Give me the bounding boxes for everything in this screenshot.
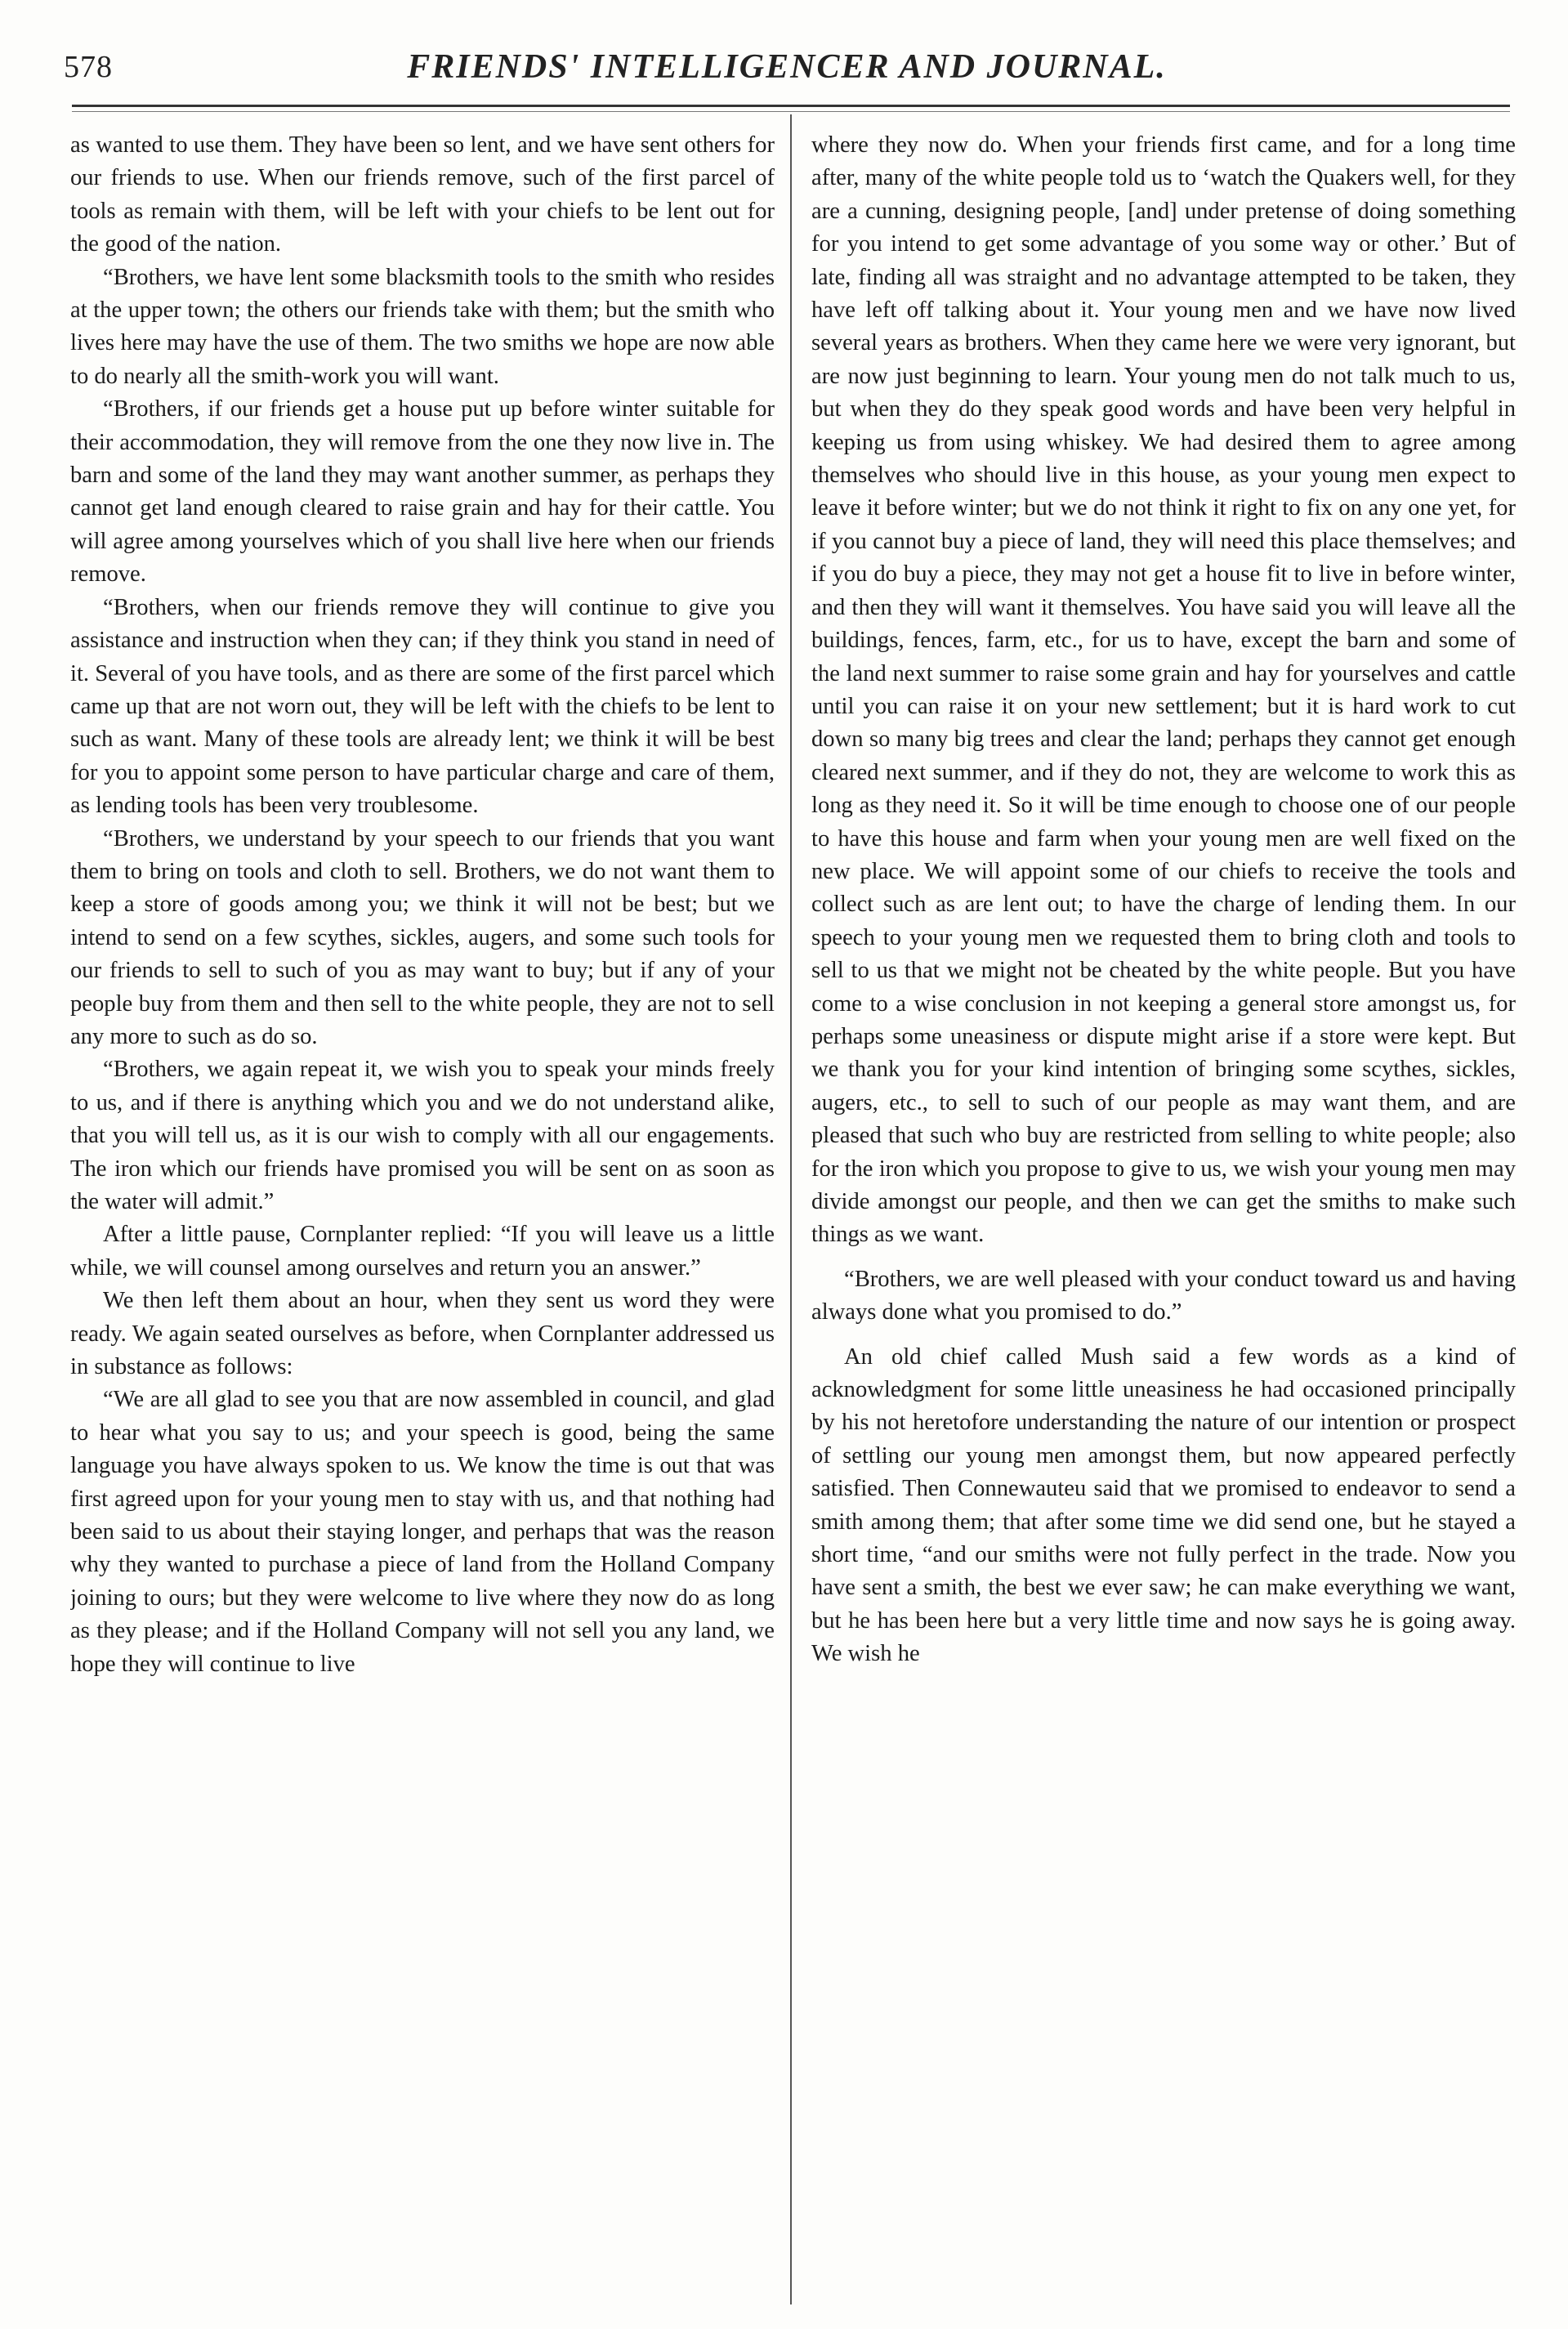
running-header xyxy=(64,42,1510,100)
column-divider xyxy=(790,114,792,2304)
paragraph: where they now do. When your friends first came, and for a long time after, many of the white people told us to ‘watch the Quakers well, for they are a cunning, designing people, [and] under pretense of doing something for you intend to get some advantage of you some way or other.’ But of late, finding all was straight and no advantage attempted to be taken, they have left off talking about it. Your young men and we have now lived several years as brothers. When they came here we were very ignorant, but are now just beginning to learn. Your young men do not talk much to us, but when they do they speak good words and have been very helpful in keeping us from using whiskey. We had desired them to agree among themselves who should live in this house, as your young men expect to leave it before winter; but we do not think it right to fix on any one yet, for if you cannot buy a piece of land, they will need this place themselves; and if you do buy a piece, they may not get a house fit to live in before winter, and then they will want it themselves. You have said you will leave all the buildings, fences, farm, etc., for us to have, except the barn and some of the land next summer to raise some grain and hay for yourselves and cattle until you can raise it on your new settlement; but it is hard work to cut down so many big trees and clear the land; perhaps they cannot get enough cleared next summer, and if they do not, they are welcome to work this as long as they need it. So it will be time enough to choose one of our people to have this house and farm when your young men are well fixed on the new place. We will appoint some of our chiefs to receive the tools and collect such as are lent out; to have the charge of lending them. In our speech to your young men we requested them to bring cloth and tools to sell to us that we might not be cheated by the white people. But you have come to a wise conclusion in not keeping a general store amongst us, for perhaps some uneasiness or dispute might arise if a store were kept. But we thank you for your kind intention of bringing some scythes, sickles, augers, etc., to sell to such of our people as may want them, and are pleased that such who buy are restricted from selling to white people; also for the iron which you propose to give to us, we wish your young men may divide amongst our people, and then we can get the smiths to make such things as we want. xyxy=(811,132,1516,1248)
paragraph: An old chief called Mush said a few words as a kind of acknowledgment for some little uneasiness he had occasioned principally by his not heretofore understanding the nature of our intention or prospect of settling our young men amongst them, but now appeared perfectly satisfied. Then Connewauteu said that we promised to endeavor to send a smith among them; that after some time we did send one, but he stayed a short time, “and our smiths were not fully perfect in the trade. Now you have sent a smith, the best we ever saw; he can make everything we want, but he has been here but a very little time and now says he is going away. We wish he xyxy=(811,1343,1516,1667)
header-rule-thin xyxy=(72,111,1510,112)
paragraph: “Brothers, we understand by your speech to our friends that you want them to bring on tools and cloth to sell. Brothers, we do not want them to keep a store of goods among you; we think it will not be best; but we intend to send on a few scythes, sickles, augers, and some such tools for our friends to sell to such of you as may want to buy; but if any of your people buy from them and then sell to the white people, they are not to sell any more to such as do so. xyxy=(70,825,775,1049)
paragraph: After a little pause, Cornplanter replied: “If you will leave us a little while, we will counsel among ourselves and return you an answer.” xyxy=(70,1222,775,1281)
paragraph: “Brothers, when our friends remove they will continue to give you assistance and instruction when they can; if they think you stand in need of it. Several of you have tools, and as there are some of the first parcel which came up that are not worn out, they will be left with the chiefs to be lent to such as want. Many of these tools are already lent; we think it will be best for you to appoint some person to have particular charge and care of them, as lending tools has been very troublesome. xyxy=(70,594,775,819)
journal-title: FRIENDS' INTELLIGENCER AND JOURNAL. xyxy=(407,48,1167,86)
left-column xyxy=(70,129,775,2311)
paragraph: “Brothers, we again repeat it, we wish you to speak your minds freely to us, and if there is anything which you and we do not understand alike, that you will tell us, as it is our wish to comply with all our engagements. The iron which our friends have promised you will be sent on as soon as the water will admit.” xyxy=(70,1057,775,1214)
paragraph: We then left them about an hour, when they sent us word they were ready. We again seated ourselves as before, when Cornplanter addressed us in substance as follows: xyxy=(70,1288,775,1380)
paragraph: “Brothers, if our friends get a house put up before winter suitable for their accommodation, they will remove from the one they now live in. The barn and some of the land they may want another summer, as perhaps they cannot get land enough cleared to raise grain and hay for their cattle. You will agree among yourselves which of you shall live here when our friends remove. xyxy=(70,396,775,588)
paragraph: “Brothers, we are well pleased with your conduct toward us and having always done what you promised to do.” xyxy=(811,1266,1516,1325)
page-number: 578 xyxy=(64,50,113,84)
right-column xyxy=(811,129,1516,2311)
header-rule xyxy=(72,105,1510,107)
paragraph: “We are all glad to see you that are now assembled in council, and glad to hear what you say to us; and your speech is good, being the same language you have always spoken to us. We know the time is out that was first agreed upon for your young men to stay with us, and that nothing had been said to us about their staying longer, and perhaps that was the reason why they wanted to purchase a piece of land from the Holland Company joining to ours; but they were welcome to live where they now do as long as they please; and if the Holland Company will not sell you any land, we hope they will continue to live xyxy=(70,1387,775,1677)
paragraph: “Brothers, we have lent some blacksmith tools to the smith who resides at the upper town; the others our friends take with them; but the smith who lives here may have the use of them. The two smiths we hope are now able to do nearly all the smith-work you will want. xyxy=(70,264,775,389)
paragraph: as wanted to use them. They have been so lent, and we have sent others for our friends to use. When our friends remove, such of the first parcel of tools as remain with them, will be left with your chiefs to be lent out for the good of the nation. xyxy=(70,132,775,257)
